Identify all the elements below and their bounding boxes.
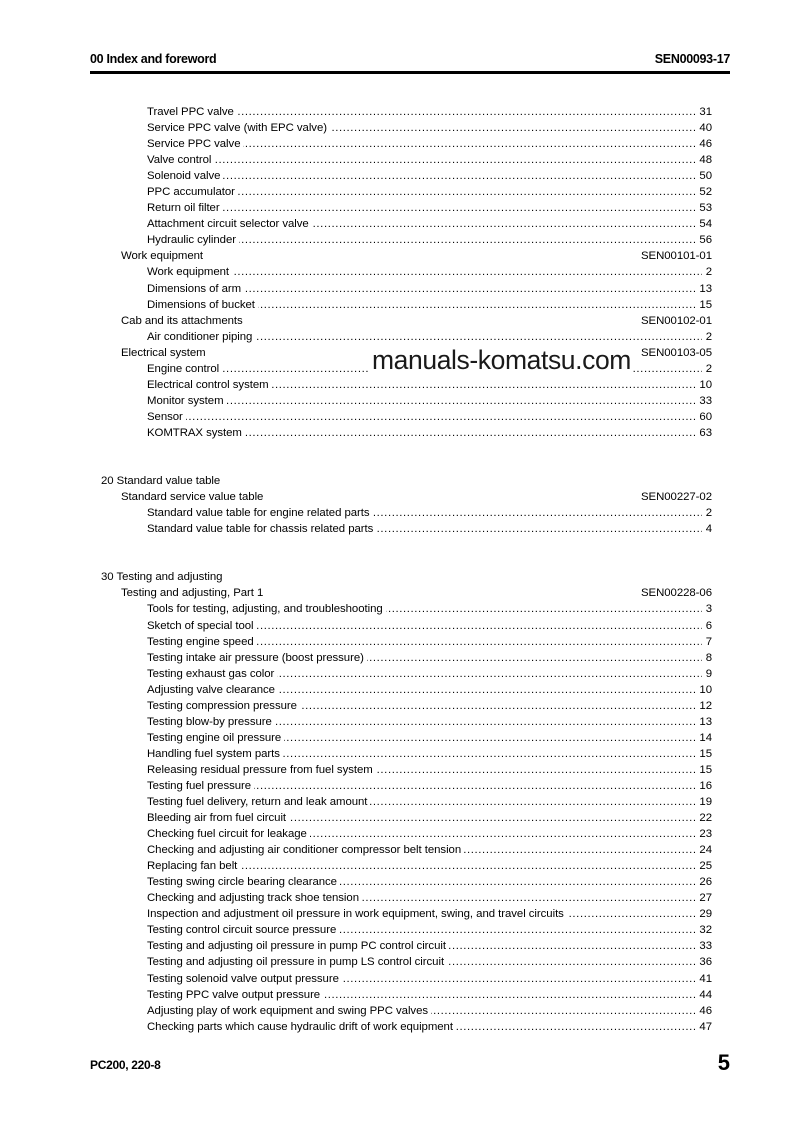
toc-entry-title: Electrical system — [121, 345, 209, 361]
toc-entry-title: Attachment circuit selector valve — [147, 216, 312, 232]
toc-entry-title: Service PPC valve — [147, 136, 243, 152]
toc-entry[interactable] — [0, 313, 794, 329]
footer-page-number: 5 — [717, 1050, 730, 1075]
toc-entry[interactable] — [0, 152, 794, 168]
toc-entry[interactable] — [0, 1019, 794, 1035]
toc-entry[interactable] — [0, 810, 794, 826]
toc-entry-title: Work equipment — [121, 248, 206, 264]
toc-entry-title: 20 Standard value table — [101, 473, 223, 489]
toc-entry-page-number: 13 — [695, 281, 712, 297]
toc-entry[interactable] — [0, 954, 794, 970]
toc-entry[interactable] — [0, 601, 794, 617]
toc-entry-page-number: 14 — [695, 730, 712, 746]
toc-entry-page-number: 2 — [702, 264, 712, 280]
toc-entry[interactable] — [0, 874, 794, 890]
toc-entry-page-number: 2 — [702, 329, 712, 345]
toc-entry[interactable] — [0, 264, 794, 280]
toc-entry[interactable] — [0, 650, 794, 666]
page-header — [90, 52, 730, 66]
toc-entry[interactable] — [0, 409, 794, 425]
toc-entry-page-number: 15 — [695, 762, 712, 778]
toc-entry[interactable] — [0, 377, 794, 393]
toc-entry-title: Testing and adjusting, Part 1 — [121, 585, 266, 601]
toc-entry[interactable] — [0, 200, 794, 216]
toc-entry-document-number: SEN00101-01 — [637, 248, 712, 264]
toc-spacer — [0, 537, 794, 553]
toc-entry-page-number: 29 — [695, 906, 712, 922]
toc-entry-page-number: 48 — [695, 152, 712, 168]
toc-entry[interactable] — [0, 329, 794, 345]
toc-dot-leader — [147, 152, 712, 168]
toc-entry-page-number: 13 — [695, 714, 712, 730]
toc-dot-leader — [147, 200, 712, 216]
toc-dot-leader — [147, 393, 712, 409]
toc-spacer — [0, 553, 794, 569]
toc-entry-page-number: 47 — [695, 1019, 712, 1035]
toc-entry-page-number: 53 — [695, 200, 712, 216]
toc-entry-page-number: 2 — [702, 505, 712, 521]
toc-entry-document-number: SEN00228-06 — [637, 585, 712, 601]
toc-entry[interactable] — [0, 1003, 794, 1019]
toc-entry-page-number: 15 — [695, 746, 712, 762]
toc-entry[interactable] — [0, 666, 794, 682]
toc-entry-page-number: 15 — [695, 297, 712, 313]
toc-entry[interactable] — [0, 184, 794, 200]
toc-entry[interactable] — [0, 794, 794, 810]
toc-entry[interactable] — [0, 618, 794, 634]
toc-entry-page-number: 9 — [702, 666, 712, 682]
toc-dot-leader — [147, 409, 712, 425]
toc-entry-title: Testing engine oil pressure — [147, 730, 284, 746]
header-section-title: 00 Index and foreword — [90, 52, 217, 66]
toc-entry-title: Tools for testing, adjusting, and troubleshooting — [147, 601, 386, 617]
toc-entry-page-number: 63 — [695, 425, 712, 441]
toc-entry-page-number: 33 — [695, 393, 712, 409]
toc-dot-leader — [147, 168, 712, 184]
toc-spacer — [0, 441, 794, 457]
toc-entry-title: Solenoid valve — [147, 168, 223, 184]
toc-entry-page-number: 52 — [695, 184, 712, 200]
toc-entry-title: Testing engine speed — [147, 634, 257, 650]
toc-entry[interactable] — [0, 425, 794, 441]
toc-entry[interactable] — [0, 778, 794, 794]
toc-entry-title: Checking fuel circuit for leakage — [147, 826, 310, 842]
toc-entry-title: Testing fuel pressure — [147, 778, 254, 794]
toc-entry[interactable] — [0, 987, 794, 1003]
toc-entry-title: Standard value table for engine related parts — [147, 505, 373, 521]
toc-entry-title: Return oil filter — [147, 200, 223, 216]
toc-entry-title: Standard service value table — [121, 489, 266, 505]
toc-entry-page-number: 8 — [702, 650, 712, 666]
toc-entry[interactable] — [0, 569, 794, 585]
toc-entry-page-number: 16 — [695, 778, 712, 794]
toc-spacer — [0, 457, 794, 473]
toc-entry[interactable] — [0, 297, 794, 313]
toc-entry-page-number: 46 — [695, 136, 712, 152]
toc-entry-title: Engine control — [147, 361, 222, 377]
toc-entry-page-number: 24 — [695, 842, 712, 858]
toc-entry[interactable] — [0, 762, 794, 778]
toc-entry-page-number: 36 — [695, 954, 712, 970]
toc-entry-title: Travel PPC valve — [147, 104, 237, 120]
toc-entry[interactable] — [0, 730, 794, 746]
toc-entry-title: Testing intake air pressure (boost pressure) — [147, 650, 367, 666]
toc-entry[interactable] — [0, 698, 794, 714]
toc-entry-title: Testing blow-by pressure — [147, 714, 275, 730]
toc-entry-page-number: 60 — [695, 409, 712, 425]
toc-entry-title: Hydraulic cylinder — [147, 232, 239, 248]
toc-entry-title: Testing compression pressure — [147, 698, 300, 714]
toc-entry-title: Testing and adjusting oil pressure in pump PC control circuit — [147, 938, 449, 954]
toc-entry[interactable] — [0, 473, 794, 489]
toc-entry-title: Testing exhaust gas color — [147, 666, 277, 682]
toc-entry-page-number: 33 — [695, 938, 712, 954]
toc-entry[interactable] — [0, 168, 794, 184]
toc-entry-title: Testing fuel delivery, return and leak amount — [147, 794, 370, 810]
toc-entry-page-number: 40 — [695, 120, 712, 136]
toc-entry-page-number: 4 — [702, 521, 712, 537]
toc-entry[interactable] — [0, 890, 794, 906]
toc-entry-page-number: 56 — [695, 232, 712, 248]
toc-entry[interactable] — [0, 826, 794, 842]
toc-entry-title: Checking parts which cause hydraulic drift of work equipment — [147, 1019, 456, 1035]
table-of-contents — [0, 104, 794, 1035]
toc-entry-title: Sketch of special tool — [147, 618, 257, 634]
toc-entry-title: Replacing fan belt — [147, 858, 240, 874]
toc-entry-title: Work equipment — [147, 264, 232, 280]
toc-entry-page-number: 27 — [695, 890, 712, 906]
toc-entry-title: Checking and adjusting track shoe tension — [147, 890, 362, 906]
toc-entry-page-number: 50 — [695, 168, 712, 184]
toc-entry-page-number: 12 — [695, 698, 712, 714]
toc-entry-page-number: 10 — [695, 682, 712, 698]
toc-entry[interactable] — [0, 136, 794, 152]
toc-entry-document-number: SEN00227-02 — [637, 489, 712, 505]
watermark-text: manuals-komatsu.com — [372, 345, 631, 375]
toc-entry-page-number: 44 — [695, 987, 712, 1003]
toc-entry-title: Testing solenoid valve output pressure — [147, 971, 342, 987]
toc-entry[interactable] — [0, 521, 794, 537]
toc-entry-page-number: 2 — [702, 361, 712, 377]
toc-entry[interactable] — [0, 216, 794, 232]
toc-entry[interactable] — [0, 585, 794, 601]
toc-entry-title: Checking and adjusting air conditioner compressor belt tension — [147, 842, 464, 858]
toc-entry-title: PPC accumulator — [147, 184, 238, 200]
toc-entry[interactable] — [0, 842, 794, 858]
toc-entry-document-number: SEN00102-01 — [637, 313, 712, 329]
toc-entry-title: Sensor — [147, 409, 186, 425]
header-rule — [90, 71, 730, 74]
toc-entry-page-number: 7 — [702, 634, 712, 650]
toc-entry-title: KOMTRAX system — [147, 425, 245, 441]
toc-entry-title: Dimensions of bucket — [147, 297, 258, 313]
toc-entry-page-number: 19 — [695, 794, 712, 810]
toc-entry-title: Service PPC valve (with EPC valve) — [147, 120, 330, 136]
toc-entry-page-number: 6 — [702, 618, 712, 634]
toc-entry-title: Testing PPC valve output pressure — [147, 987, 323, 1003]
toc-entry[interactable] — [0, 281, 794, 297]
toc-entry-title: 30 Testing and adjusting — [101, 569, 225, 585]
toc-entry-document-number: SEN00103-05 — [637, 345, 712, 361]
toc-entry-title: Adjusting valve clearance — [147, 682, 278, 698]
toc-entry[interactable] — [0, 746, 794, 762]
toc-entry-title: Testing and adjusting oil pressure in pump LS control circuit — [147, 954, 447, 970]
toc-entry-title: Bleeding air from fuel circuit — [147, 810, 289, 826]
toc-entry[interactable] — [0, 634, 794, 650]
toc-entry-page-number: 46 — [695, 1003, 712, 1019]
toc-entry-page-number: 41 — [695, 971, 712, 987]
toc-entry-title: Cab and its attachments — [121, 313, 246, 329]
toc-entry-title: Adjusting play of work equipment and swing PPC valves — [147, 1003, 431, 1019]
toc-entry[interactable] — [0, 714, 794, 730]
toc-entry[interactable] — [0, 393, 794, 409]
toc-entry-page-number: 32 — [695, 922, 712, 938]
toc-entry-page-number: 54 — [695, 216, 712, 232]
toc-entry-page-number: 22 — [695, 810, 712, 826]
header-document-number: SEN00093-17 — [654, 52, 730, 66]
toc-entry-title: Testing swing circle bearing clearance — [147, 874, 340, 890]
toc-entry-title: Standard value table for chassis related parts — [147, 521, 376, 537]
toc-entry-page-number: 3 — [702, 601, 712, 617]
toc-entry[interactable] — [0, 248, 794, 264]
toc-entry-title: Valve control — [147, 152, 214, 168]
toc-entry-title: Dimensions of arm — [147, 281, 244, 297]
toc-entry-page-number: 26 — [695, 874, 712, 890]
toc-entry-title: Electrical control system — [147, 377, 272, 393]
toc-entry[interactable] — [0, 938, 794, 954]
toc-entry-page-number: 10 — [695, 377, 712, 393]
toc-entry-page-number: 31 — [695, 104, 712, 120]
toc-entry-title: Handling fuel system parts — [147, 746, 283, 762]
toc-entry[interactable] — [0, 906, 794, 922]
toc-entry-title: Inspection and adjustment oil pressure in work equipment, swing, and travel circuits — [147, 906, 567, 922]
toc-entry[interactable] — [0, 489, 794, 505]
toc-entry[interactable] — [0, 505, 794, 521]
toc-entry[interactable] — [0, 104, 794, 120]
toc-entry-title: Monitor system — [147, 393, 227, 409]
toc-entry[interactable] — [0, 971, 794, 987]
footer-model: PC200, 220-8 — [90, 1058, 161, 1072]
toc-entry[interactable] — [0, 682, 794, 698]
toc-entry-title: Testing control circuit source pressure — [147, 922, 339, 938]
toc-entry-title: Releasing residual pressure from fuel system — [147, 762, 376, 778]
toc-entry[interactable] — [0, 232, 794, 248]
toc-entry[interactable] — [0, 120, 794, 136]
toc-entry[interactable] — [0, 858, 794, 874]
toc-entry-page-number: 23 — [695, 826, 712, 842]
toc-entry-page-number: 25 — [695, 858, 712, 874]
toc-entry[interactable] — [0, 922, 794, 938]
toc-entry-title: Air conditioner piping — [147, 329, 255, 345]
